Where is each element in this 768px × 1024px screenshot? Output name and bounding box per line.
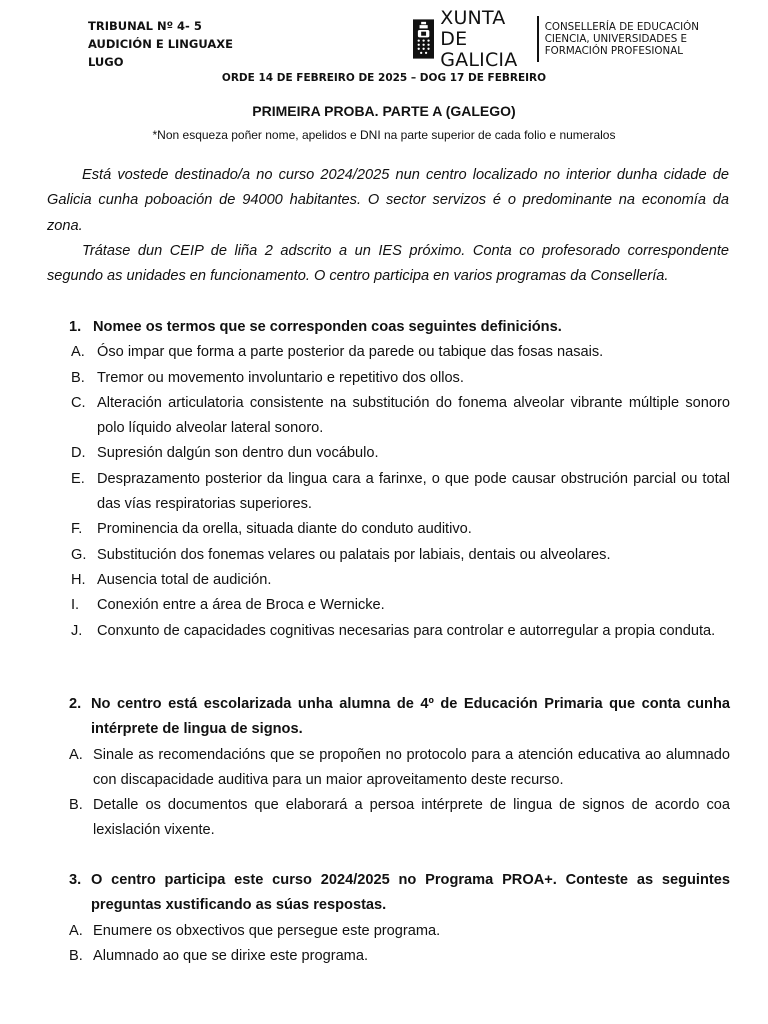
item-letter: J. (71, 622, 83, 639)
item-letter: A. (71, 344, 85, 361)
item-letter: C. (71, 394, 86, 411)
list-item (47, 340, 730, 365)
list-item (47, 366, 730, 391)
item-text: Desprazamento posterior da lingua cara a farinxe, o que pode causar obstrución parcial ou total das vías respiratorias superiores. (97, 470, 730, 513)
list-item (47, 743, 730, 794)
list-item (47, 593, 730, 618)
logo-divider (537, 16, 538, 62)
item-text: Tremor ou movemento involuntario e repetitivo dos ollos. (97, 369, 464, 386)
tribunal-line: TRIBUNAL Nº 4- 5 (88, 19, 202, 33)
xunta-logo (413, 6, 699, 71)
question-heading (47, 692, 730, 743)
question-heading (47, 868, 730, 919)
item-text: Conxunto de capacidades cognitivas necesarias para controlar e autorregular a propia conduta. (97, 622, 716, 639)
list-item (47, 467, 730, 518)
question-number: 3. (69, 872, 82, 888)
question-text: O centro participa este curso 2024/2025 no Programa PROA+. Conteste as seguintes preguntas xustificando as súas respostas. (91, 872, 730, 914)
question-number: 2. (69, 696, 82, 712)
item-text: Prominencia da orella, situada diante do conduto auditivo. (97, 521, 472, 538)
question-number: 1. (69, 319, 82, 335)
question-text: No centro está escolarizada unha alumna de 4º de Educación Primaria que conta cunha intérprete de lingua de signos. (91, 696, 730, 738)
item-letter: E. (71, 470, 85, 487)
item-letter: B. (69, 797, 83, 814)
item-letter: D. (71, 445, 86, 462)
galicia-crest-icon (413, 15, 434, 63)
speciality-line: AUDICIÓN E LINGUAXE (88, 37, 233, 51)
department-line: CONSELLERÍA DE EDUCACIÓN (544, 21, 699, 33)
list-item (47, 543, 730, 568)
item-text: Alumnado ao que se dirixe este programa. (93, 947, 369, 964)
intro-paragraph: Trátase dun CEIP de liña 2 adscrito a un IES próximo. Conta co profesorado correspondente segundo as unidades en funcionamento. O centro participa en varios programas da Consellería. (47, 242, 729, 285)
item-letter: H. (71, 571, 86, 588)
question-1 (47, 315, 730, 644)
list-item (47, 944, 730, 969)
xunta-wordmark (440, 8, 530, 71)
galicia-word: DE GALICIA (440, 27, 518, 71)
item-text: Conexión entre a área de Broca e Wernicke. (97, 597, 385, 614)
intro-paragraph: Está vostede destinado/a no curso 2024/2025 nun centro localizado no interior dunha cidade de Galicia cunha poboación de 94000 habitantes. O sector servizos é o predominante na economía da zona. (47, 167, 729, 234)
item-text: Substitución dos fonemas velares ou palatais por labiais, dentais ou alveolares. (97, 546, 611, 563)
question-2 (47, 692, 730, 844)
xunta-word: XUNTA (440, 6, 506, 29)
item-text: Alteración articulatoria consistente na substitución do fonema alveolar vibrante múltiple sonoro polo líquido alveolar lateral sonoro. (97, 394, 730, 437)
item-text: Sinale as recomendacións que se propoñen no protocolo para a atención educativa ao alumnado con discapacidade auditiva para un maior aproveitamento deste recurso. (93, 746, 730, 788)
question-text: Nomee os termos que se corresponden coas seguintes definicións. (93, 319, 562, 335)
item-letter: A. (69, 922, 83, 939)
item-letter: I. (71, 597, 80, 614)
department-line: CIENCIA, UNIVERSIDADES E (544, 33, 688, 45)
list-item (47, 919, 730, 944)
list-item (47, 441, 730, 466)
item-letter: B. (71, 369, 85, 386)
tribunal-header (88, 17, 233, 71)
list-item (47, 391, 730, 442)
question-3 (47, 868, 730, 969)
city-line: LUGO (88, 55, 124, 69)
list-item (47, 793, 730, 844)
item-letter: G. (71, 546, 87, 563)
page-title: PRIMEIRA PROBA. PARTE A (GALEGO) (252, 103, 516, 119)
list-item (47, 568, 730, 593)
item-text: Detalle os documentos que elaborará a persoa intérprete de lingua de signos de acordo coa lexislación vixente. (93, 797, 730, 839)
department-name (545, 21, 699, 57)
item-letter: B. (69, 947, 83, 964)
item-text: Enumere os obxectivos que persegue este programa. (93, 922, 441, 939)
question-heading (47, 315, 730, 340)
instructions-note: *Non esqueza poñer nome, apelidos e DNI na parte superior de cada folio e numeralos (152, 128, 616, 142)
item-letter: A. (69, 746, 83, 763)
intro-section (47, 163, 729, 289)
list-item (47, 517, 730, 542)
department-line: FORMACIÓN PROFESIONAL (544, 45, 683, 57)
orde-reference: ORDE 14 DE FEBREIRO DE 2025 – DOG 17 DE FEBREIRO (221, 72, 547, 84)
item-text: Supresión dalgún son dentro dun vocábulo. (97, 445, 379, 462)
item-text: Óso impar que forma a parte posterior da parede ou tabique das fosas nasais. (97, 344, 604, 361)
item-letter: F. (71, 521, 83, 538)
list-item (47, 619, 730, 644)
item-text: Ausencia total de audición. (97, 571, 272, 588)
